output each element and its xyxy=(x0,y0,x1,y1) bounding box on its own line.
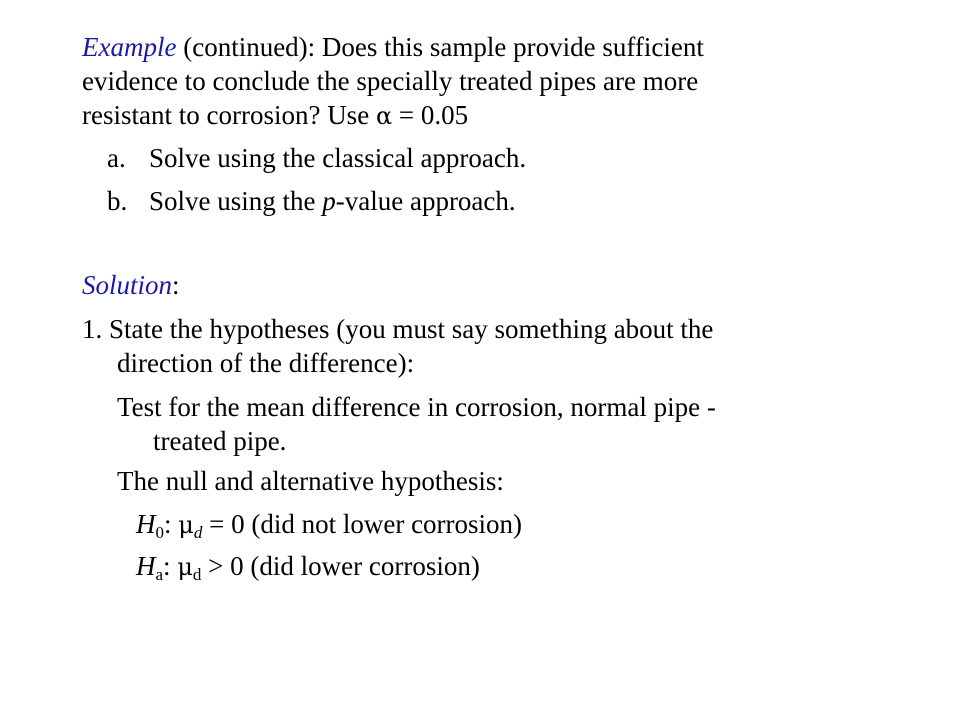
alternative-hypothesis xyxy=(136,549,480,584)
item-b-text-post: -value approach. xyxy=(335,186,516,216)
solution-heading xyxy=(82,268,180,302)
alpha-symbol: α xyxy=(375,102,393,130)
mu-symbol: μ xyxy=(178,511,194,539)
item-a-label: a. xyxy=(107,143,126,173)
item-a-text: Solve using the classical approach. xyxy=(149,143,527,173)
h0-letter: H xyxy=(136,509,156,539)
step1-line-1: 1. State the hypotheses (you must say something about the xyxy=(82,314,714,344)
test-line-2: treated pipe. xyxy=(153,426,287,456)
item-b-p: p xyxy=(322,186,336,216)
example-title: Example xyxy=(82,32,177,62)
example-line-2: evidence to conclude the specially treated pipes are more xyxy=(82,66,699,96)
h0-subscript: 0 xyxy=(155,523,164,542)
test-line-1: Test for the mean difference in corrosion, normal pipe - xyxy=(117,392,716,422)
mu-symbol: μ xyxy=(177,553,193,581)
ha-letter: H xyxy=(136,551,156,581)
solution-colon: : xyxy=(172,270,180,300)
item-a xyxy=(107,141,526,175)
step1-line-2: direction of the difference): xyxy=(117,348,415,378)
h0-mu-subscript: d xyxy=(193,523,203,542)
item-b-label: b. xyxy=(107,186,128,216)
ha-mu-subscript: d xyxy=(192,565,202,584)
item-b-text-pre: Solve using the xyxy=(149,186,323,216)
example-continued-text: (continued): Does this sample provide sufficient xyxy=(176,32,704,62)
example-line-3 xyxy=(82,98,468,133)
ha-colon: : xyxy=(163,551,178,581)
null-hypothesis xyxy=(136,507,522,542)
example-line-1 xyxy=(82,30,704,64)
h0-rest: = 0 (did not lower corrosion) xyxy=(202,509,523,539)
ha-subscript: a xyxy=(155,565,164,584)
alpha-value: = 0.05 xyxy=(392,100,469,130)
item-b xyxy=(107,184,516,218)
example-line-3-text: resistant to corrosion? Use xyxy=(82,100,376,130)
null-alt-intro: The null and alternative hypothesis: xyxy=(117,466,504,496)
ha-rest: > 0 (did lower corrosion) xyxy=(201,551,480,581)
h0-colon: : xyxy=(164,509,179,539)
solution-title: Solution xyxy=(82,270,173,300)
